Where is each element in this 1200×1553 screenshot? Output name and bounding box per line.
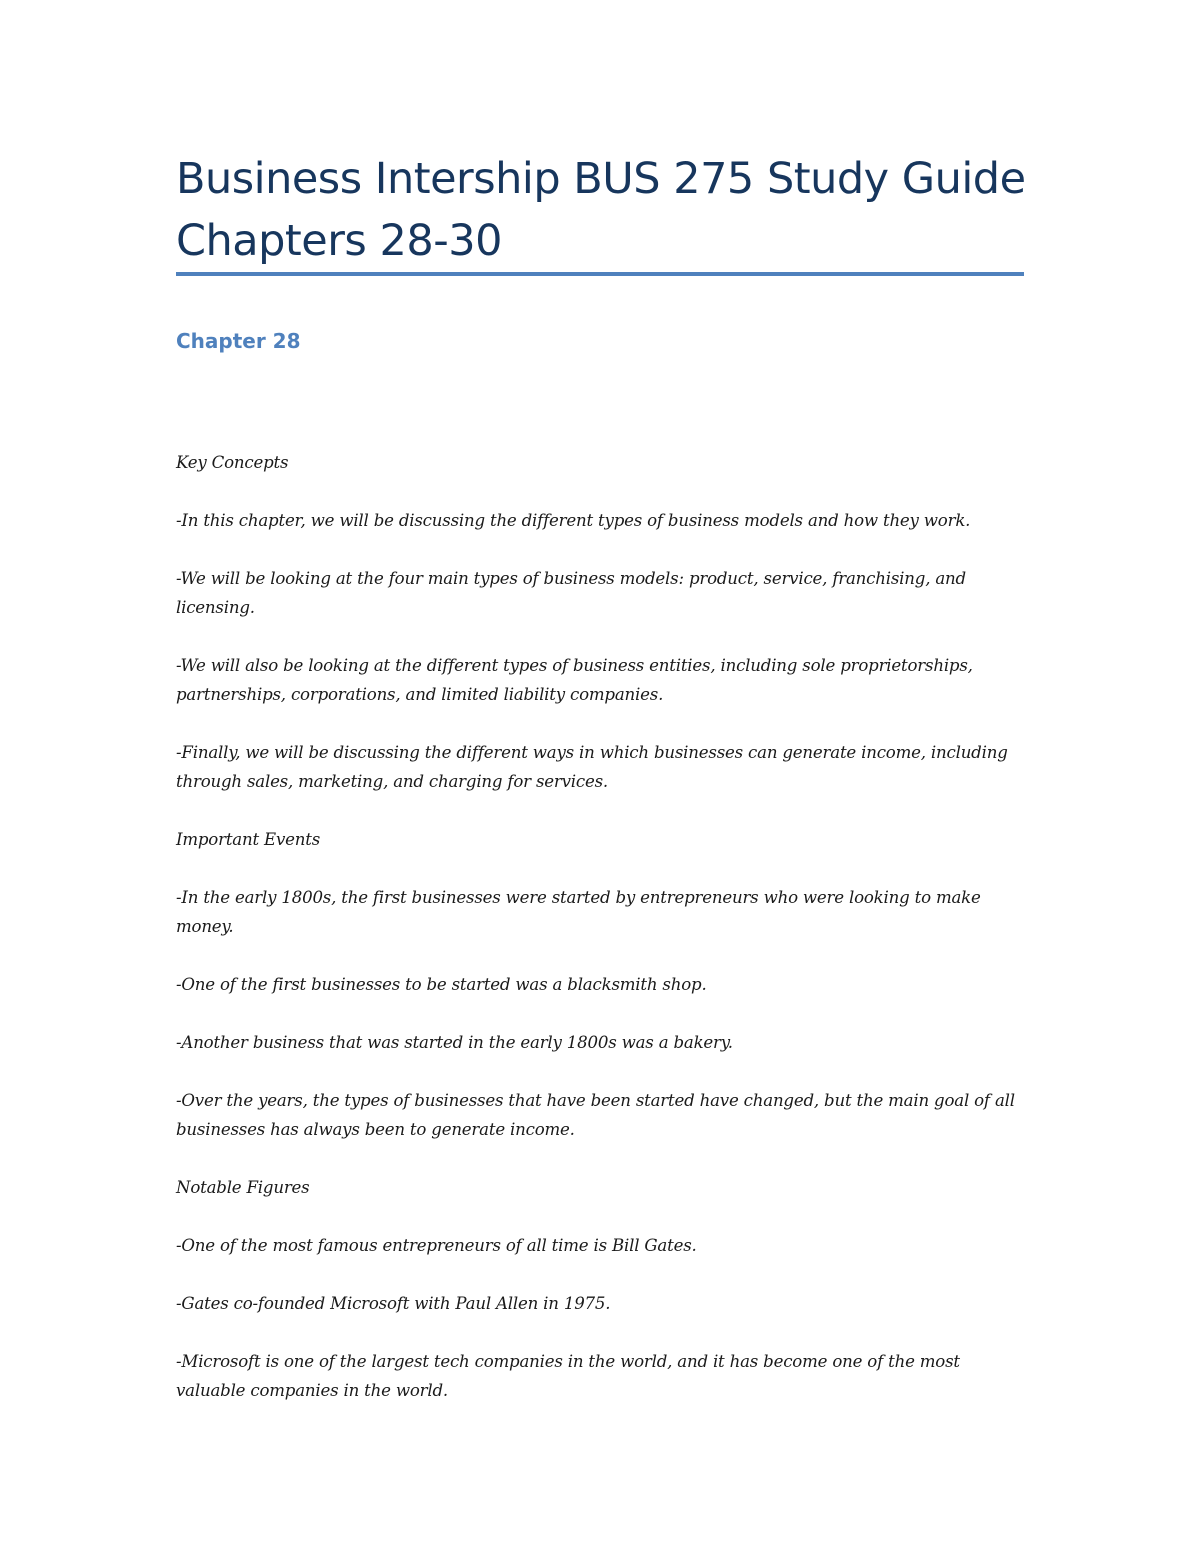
notable-figures-paragraph: -Gates co-founded Microsoft with Paul Allen in 1975. bbox=[176, 1294, 611, 1313]
important-events-paragraph: -Over the years, the types of businesses that have been started have changed, but the main goal of all businesses has always been to generate income. bbox=[176, 1091, 1015, 1139]
chapter-heading: Chapter 28 bbox=[176, 329, 301, 353]
key-concepts-paragraph: -In this chapter, we will be discussing the different types of business models and how they work. bbox=[176, 511, 971, 530]
section-label-important-events: Important Events bbox=[176, 830, 321, 849]
title-underline-rule bbox=[176, 272, 1024, 276]
notable-figures-paragraph: -One of the most famous entrepreneurs of all time is Bill Gates. bbox=[176, 1236, 697, 1255]
document-title: Business Intership BUS 275 Study Guide Chapters 28-30 bbox=[176, 154, 1026, 266]
section-label-notable-figures: Notable Figures bbox=[176, 1178, 310, 1197]
important-events-paragraph: -In the early 1800s, the first businesses were started by entrepreneurs who were looking to make money. bbox=[176, 888, 981, 936]
key-concepts-paragraph: -We will also be looking at the different types of business entities, including sole proprietorships, partnerships, corporations, and limited liability companies. bbox=[176, 656, 973, 704]
section-label-key-concepts: Key Concepts bbox=[176, 453, 289, 472]
notable-figures-paragraph: -Microsoft is one of the largest tech companies in the world, and it has become one of the most valuable companies in the world. bbox=[176, 1352, 960, 1400]
key-concepts-paragraph: -We will be looking at the four main types of business models: product, service, franchising, and licensing. bbox=[176, 569, 966, 617]
important-events-paragraph: -One of the first businesses to be started was a blacksmith shop. bbox=[176, 975, 707, 994]
important-events-paragraph: -Another business that was started in the early 1800s was a bakery. bbox=[176, 1033, 733, 1052]
key-concepts-paragraph: -Finally, we will be discussing the different ways in which businesses can generate income, including through sales, marketing, and charging for services. bbox=[176, 743, 1008, 791]
